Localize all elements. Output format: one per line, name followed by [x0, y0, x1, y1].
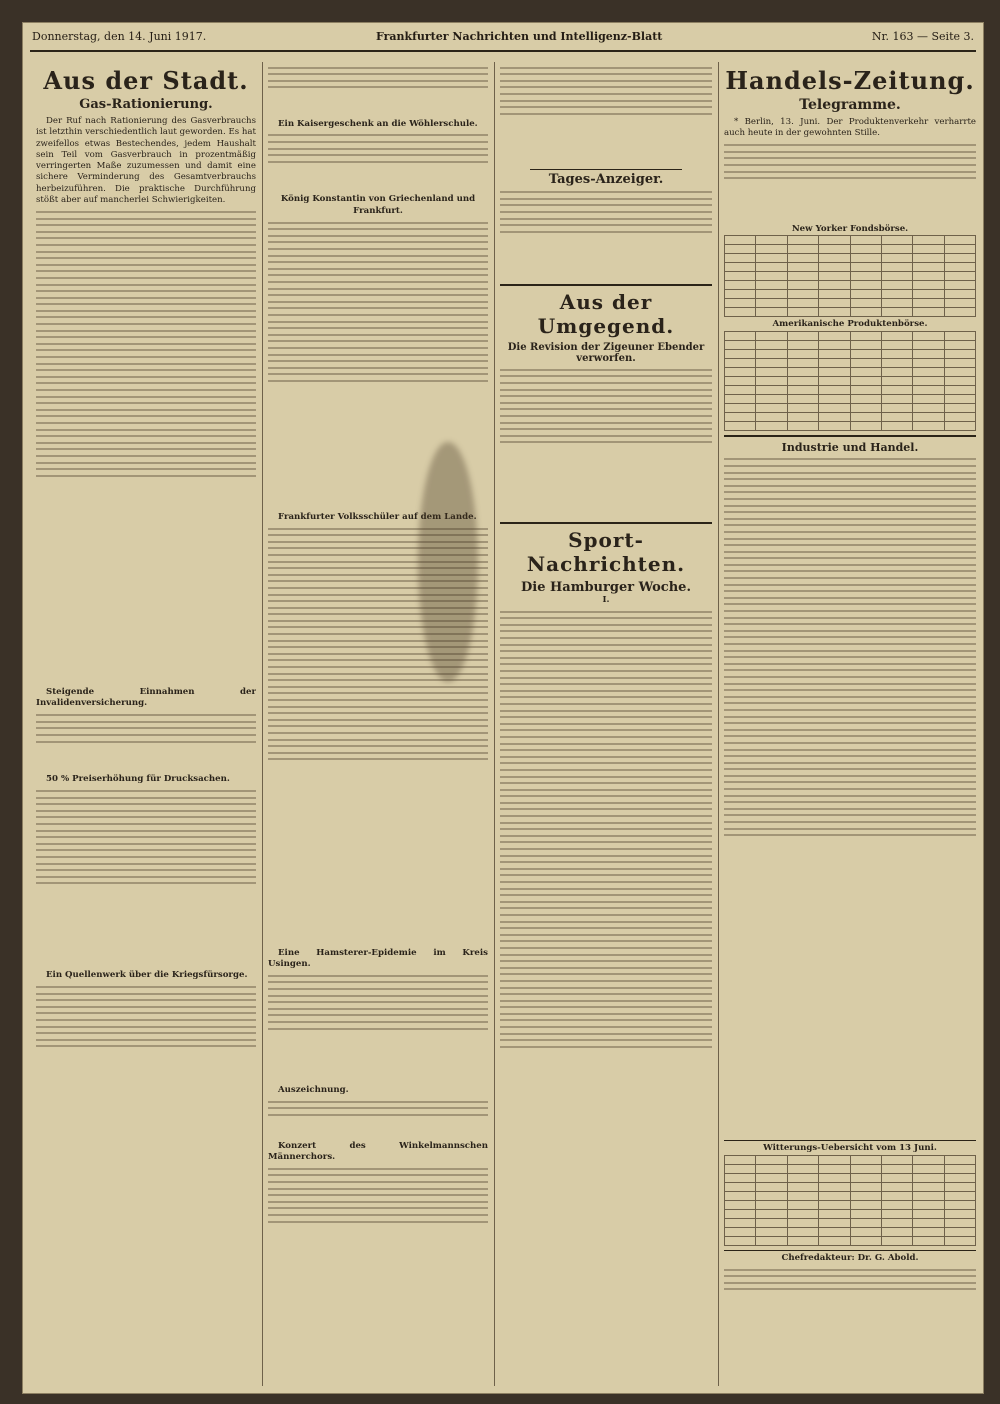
article-text-lines: [724, 1269, 976, 1329]
article-text-lines: [724, 144, 976, 224]
section-title-daily: Tages-Anzeiger.: [548, 171, 664, 187]
article-title-print: 50 % Preiserhöhung für Drucksachen.: [46, 774, 230, 785]
article-title-revision: Die Revision der Zigeuner Ebender verworfen.: [507, 342, 705, 365]
article-title-concert: Konzert des Winkelmannschen Männerchors.: [268, 1140, 488, 1162]
column-rule: [494, 62, 495, 1386]
article-title-kaiser: Ein Kaisergeschenk an die Wöhlerschule.: [278, 118, 478, 129]
masthead-paper: Frankfurter Nachrichten und Intelligenz-Blatt: [376, 30, 663, 43]
column-commerce: [724, 62, 976, 1386]
article-text-gas: Der Ruf nach Rationierung des Gasverbrauchs ist letzthin verschiedentlich laut geworden. Es hat zweifellos etwas Bestechendes, jedem Haushalt sein Teil vom Gasverbrauch in prozentmäßig verringerten Maße zuzumessen und damit eine sichere Verminderung des Gesamtverbrauchs herbeizuführen. Die praktische Durchführung stößt aber auf mancherlei Schwierigkeiten.: [36, 116, 256, 206]
section-heading-commerce: Handels-Zeitung.: [725, 66, 975, 95]
section-heading-city: Aus der Stadt.: [43, 66, 249, 95]
article-text-lines: [268, 975, 488, 1085]
article-title-konstantin: König Konstantin von Griechenland und Frankfurt.: [280, 194, 476, 216]
article-text-lines: [36, 986, 256, 1106]
article-text-lines: [268, 134, 488, 194]
article-title-gas: Gas-Rationierung.: [79, 97, 213, 112]
article-title-hamster: Eine Hamsterer-Epidemie im Kreis Usingen.: [268, 947, 488, 969]
masthead-issue: Nr. 163 — Seite 3.: [871, 30, 974, 43]
article-text-lines: [500, 191, 712, 281]
column-local-news: [268, 62, 488, 1386]
masthead-date: Donnerstag, den 14. Juni 1917.: [32, 30, 207, 43]
imprint-editor: Chefredakteur: Dr. G. Abold.: [781, 1252, 919, 1263]
article-text-lines: [268, 67, 488, 119]
article-title-source: Ein Quellenwerk über die Kriegsfürsorge.: [46, 970, 248, 981]
table-title-nyse: New Yorker Fondsbörse.: [791, 224, 909, 235]
table-title-produce: Amerikanische Produktenbörse.: [772, 319, 928, 330]
column-city: [36, 62, 256, 1386]
article-text-lines: [36, 790, 256, 970]
article-text-lines: [724, 458, 976, 1138]
column-region-sport: [500, 62, 712, 1386]
article-text-lines: [36, 211, 256, 681]
article-text-lines: [268, 1168, 488, 1278]
paper-stain: [418, 442, 478, 682]
article-title-award: Auszeichnung.: [278, 1084, 349, 1095]
masthead: [30, 26, 976, 44]
telegram-lead: * Berlin, 13. Juni. Der Produktenverkehr verharrte auch heute in der gewohnten Stille.: [724, 117, 976, 139]
article-title-hamburg: Die Hamburger Woche.: [521, 579, 691, 595]
section-heading-sport: Sport-Nachrichten.: [526, 527, 686, 576]
article-text-lines: [500, 67, 712, 167]
article-part-number: I.: [602, 594, 610, 605]
article-title-invalid: Steigende Einnahmen der Invalidenversicherung.: [36, 686, 256, 709]
article-title-schoolchildren: Frankfurter Volksschüler auf dem Lande.: [278, 511, 477, 522]
masthead-rule: [30, 50, 976, 52]
section-title-telegrams: Telegramme.: [799, 97, 901, 113]
article-text-lines: [268, 1101, 488, 1141]
newspaper-page: [22, 22, 984, 1394]
produce-table: [724, 331, 976, 431]
article-text-lines: [500, 611, 712, 1386]
weather-table: [724, 1155, 976, 1246]
section-title-industry: Industrie und Handel.: [781, 440, 919, 454]
article-text-lines: [500, 369, 712, 519]
section-heading-region: Aus der Umgegend.: [537, 290, 675, 339]
column-rule: [262, 62, 263, 1386]
column-rule: [718, 62, 719, 1386]
article-text-lines: [36, 714, 256, 774]
stock-table: [724, 235, 976, 317]
table-title-weather: Witterungs-Uebersicht vom 13 Juni.: [763, 1143, 937, 1154]
